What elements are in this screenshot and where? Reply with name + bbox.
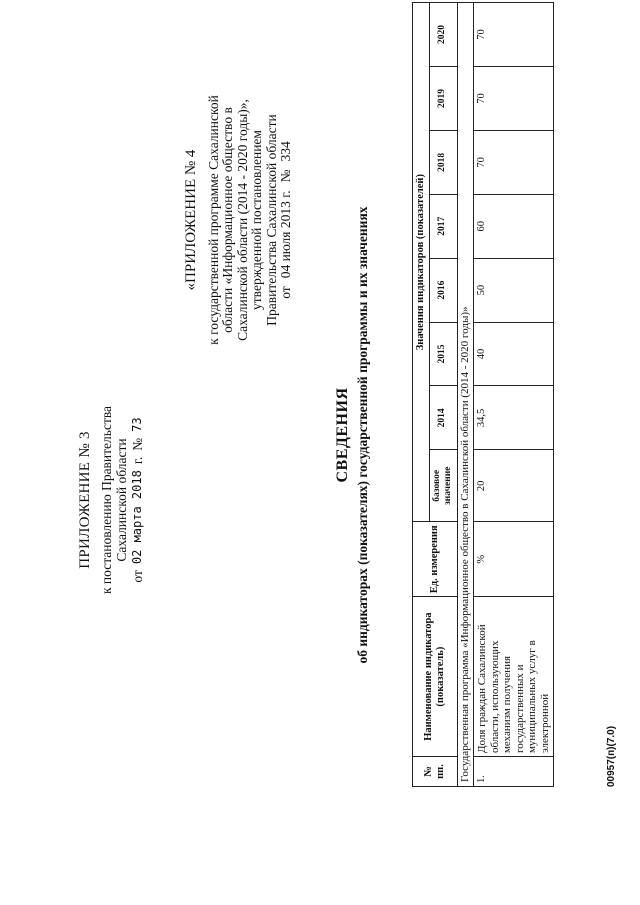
row-num: 1.	[474, 757, 554, 787]
row-value-2020: 70	[474, 3, 554, 67]
header-values-group: Значения индикаторов (показателей)	[413, 3, 430, 522]
row-unit: %	[474, 522, 554, 597]
header-year-2019: 2019	[429, 67, 457, 131]
program-row	[457, 3, 474, 787]
appendix-3-line-1: к постановлению Правительства	[99, 405, 114, 595]
table-row	[474, 3, 554, 787]
row-value-2019: 70	[474, 67, 554, 131]
header-year-2017: 2017	[429, 194, 457, 258]
header-base: базовое значение	[429, 450, 457, 522]
appendix-4-date-value: 04 июля 2013 г.	[278, 190, 293, 279]
appendix-3-title: ПРИЛОЖЕНИЕ № 3	[77, 431, 93, 569]
appendix-3-block	[78, 300, 145, 700]
appendix-3-line-2: Сахалинской области	[114, 438, 129, 562]
header-year-2018: 2018	[429, 130, 457, 194]
appendix-3-number-value: 73	[130, 417, 144, 432]
appendix-4-line-2: области «Информационное общество в	[220, 107, 235, 333]
header-num: № пп.	[413, 757, 458, 787]
indicators-table	[412, 2, 554, 787]
header-year-2020: 2020	[429, 3, 457, 67]
row-value-2014: 34,5	[474, 386, 554, 450]
appendix-3-number-label: №	[130, 437, 145, 451]
appendix-4-date-row	[279, 55, 294, 385]
footer-code: 00957(п)(7.0)	[606, 725, 617, 787]
appendix-4-block	[184, 55, 294, 385]
appendix-4-date-prefix: от	[278, 286, 293, 299]
appendix-4-number-label: №	[278, 169, 293, 183]
appendix-4-number-value: 334	[278, 141, 293, 162]
program-row-label: Государственная программа «Информационное общество в Сахалинской области (2014 - 2020 годы)»	[457, 3, 474, 787]
row-value-2016: 50	[474, 258, 554, 322]
appendix-3-date-suffix: г.	[130, 456, 145, 465]
appendix-4-line-4: утвержденной постановлением	[249, 130, 264, 310]
header-year-2014: 2014	[429, 386, 457, 450]
header-year-2016: 2016	[429, 258, 457, 322]
heading-title: СВЕДЕНИЯ	[334, 387, 351, 483]
header-name: Наименование индикатора (показатель)	[413, 597, 458, 757]
appendix-4-line-5: Правительства Сахалинской области	[263, 114, 279, 326]
appendix-4-line-1: к государственной программе Сахалинской	[205, 95, 221, 345]
table-header-row	[413, 3, 430, 787]
appendix-4-line-3: Сахалинской области (2014 - 2020 годы)»,	[234, 99, 250, 341]
appendix-3-date-row	[130, 300, 145, 700]
appendix-3-date-value: 02 марта 2018	[130, 470, 144, 565]
appendix-3-date-prefix: от	[130, 570, 145, 583]
appendix-4-title: «ПРИЛОЖЕНИЕ № 4	[183, 149, 199, 291]
document-heading	[334, 125, 371, 745]
header-unit: Ед. измерения	[413, 522, 458, 597]
row-value-2017: 60	[474, 194, 554, 258]
header-year-2015: 2015	[429, 322, 457, 386]
row-name: Доля граждан Сахалинской области, использующих механизм получения государственных и муниципальных услуг в электронной	[474, 597, 554, 757]
row-value-2015: 40	[474, 322, 554, 386]
row-base-value: 20	[474, 450, 554, 522]
row-value-2018: 70	[474, 130, 554, 194]
heading-subtitle: об индикаторах (показателях) государственной программы и их значениях	[355, 206, 370, 664]
